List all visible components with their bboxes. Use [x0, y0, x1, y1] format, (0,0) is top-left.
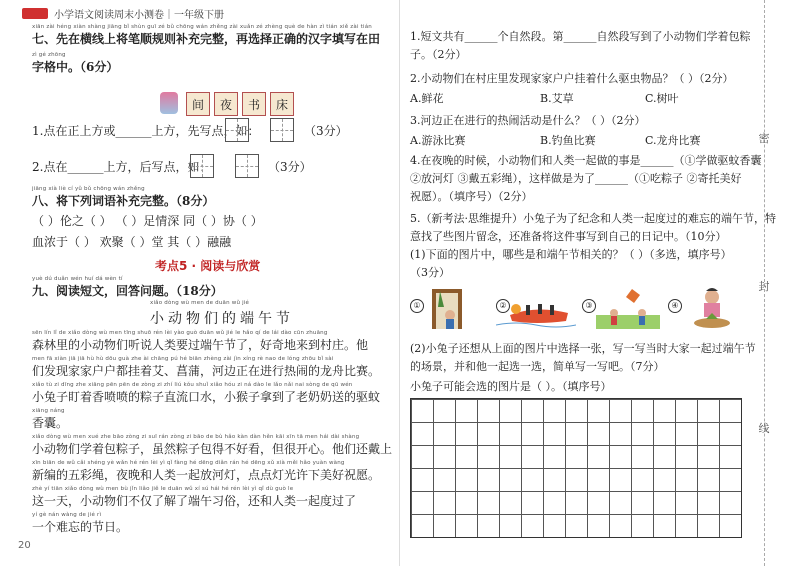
- tian-grid[interactable]: [235, 154, 259, 178]
- r-q5: 5.（新考法·思维提升）小兔子为了纪念和人类一起度过的难忘的端午节，特: [410, 212, 776, 225]
- para-pinyin: sēn lín lǐ de xiǎo dòng wù men tīng shuō rén lèi yào guò duān wǔ jié le hǎo qí de lái dào cūn zhuāng: [32, 330, 328, 336]
- q9-heading: 九、阅读短文，回答问题。（18分）: [32, 284, 223, 298]
- cartoon-figure-icon: [160, 92, 178, 114]
- para-pinyin: xīn biān de wǔ cǎi shéng yè wǎn hé rén lèi yì qǐ fàng hé dēng diǎn rán hé dēng xǔ xià měi hǎo yuàn wàng: [32, 460, 345, 466]
- picture-option[interactable]: [496, 285, 576, 331]
- binding-label: 封: [758, 280, 770, 293]
- r-q5-part1: (1)下面的图片中，哪些是和端午节相关的？（ ）（多选，填序号）: [410, 248, 732, 261]
- picture-label: ③: [582, 299, 596, 313]
- character-cards: [160, 92, 294, 116]
- story-title-pinyin: xiǎo dòng wù men de duān wǔ jié: [150, 300, 250, 306]
- r-q4-cont2: 祝愿）。（填序号）（2分）: [410, 190, 533, 203]
- binding-label: 线: [758, 422, 770, 435]
- picture-option[interactable]: [668, 285, 748, 331]
- q8-heading: 八、将下列词语补充完整。（8分）: [32, 194, 215, 208]
- page-number: 20: [18, 540, 31, 551]
- para-line: 小兔子盯着香喷喷的粽子直流口水，小猴子拿到了老奶奶送的驱蚊: [32, 390, 381, 404]
- writing-grid[interactable]: [410, 398, 742, 538]
- r-q1-cont: 子。（2分）: [410, 48, 467, 61]
- brand-logo: [22, 8, 48, 19]
- r-q5-part2-choose: 小兔子可能会选的图片是（ ）。（填序号）: [410, 380, 612, 393]
- story-title: 小动物们的端午节: [150, 311, 294, 327]
- r-q2-opt-a[interactable]: A.鲜花: [410, 92, 444, 105]
- para-pinyin: xiǎo dòng wù men xué zhe bāo zòng zi suī rán zòng zi bāo de bù hǎo kàn dàn hěn kāi xīn tā men hái dài shàng: [32, 434, 360, 440]
- r-q4: 4.在夜晚的时候，小动物们和人类一起做的事是______（①学做驱蚊香囊: [410, 154, 762, 167]
- header-title: 小学语文阅读周末小测卷｜一年级下册: [54, 10, 224, 21]
- q7-item1-score: （3分）: [304, 124, 348, 138]
- picture-option[interactable]: [410, 285, 490, 331]
- para-line: 小动物们学着包粽子，虽然粽子包得不好看，但很开心。他们还戴上: [32, 442, 393, 456]
- tian-grid[interactable]: [270, 118, 294, 142]
- para-pinyin: xiāng náng: [32, 408, 65, 414]
- r-q3-opt-a[interactable]: A.游泳比赛: [410, 134, 466, 147]
- q7-pinyin: xiān zài héng xiàn shàng jiāng bǐ shùn guī zé bǔ chōng wán zhěng zài xuǎn zé zhèng què de hàn zì tián xiě zài tián: [32, 24, 372, 30]
- q7-heading-cont: 字格中。（6分）: [32, 60, 119, 74]
- r-q2-opt-c[interactable]: C.树叶: [645, 92, 679, 105]
- r-q2: 2.小动物们在村庄里发现家家户户挂着什么驱虫物品？（ ）（2分）: [410, 72, 734, 85]
- section-heading: 考点5 · 阅读与欣赏: [155, 259, 261, 273]
- picture-label: ④: [668, 299, 682, 313]
- r-q5-part1-score: （3分）: [410, 266, 450, 279]
- r-q3-opt-c[interactable]: C.龙舟比赛: [645, 134, 701, 147]
- char-card: 床: [270, 92, 294, 116]
- para-line: 森林里的小动物们听说人类要过端午节了，好奇地来到村庄。他: [32, 338, 369, 352]
- q9-pinyin: yuè dú duǎn wén huí dá wèn tí: [32, 276, 123, 282]
- tian-grid[interactable]: [225, 118, 249, 142]
- para-pinyin: zhè yí tiān xiǎo dòng wù men bù jǐn liǎo jiě le duān wǔ xí sú hái hé rén lèi yì qǐ dù guò le: [32, 486, 294, 492]
- picture-label: ①: [410, 299, 424, 313]
- para-pinyin: xiǎo tù zi dīng zhe xiāng pēn pēn de zòng zi zhí liú kǒu shuǐ xiǎo hóu zi ná dào le lǎo nǎi nai sòng de qū wén: [32, 382, 353, 388]
- q8-row1: （ ）伦之（ ） （ ）足情深 同（ ）协（ ）: [32, 214, 263, 228]
- para-pinyin: yí gè nán wàng de jié rì: [32, 512, 102, 518]
- picture-label: ②: [496, 299, 510, 313]
- para-pinyin: men fā xiàn jiā jiā hù hù dōu guà zhe ài chāng pú hé biān zhèng zài jìn xíng rè nao de lóng zhōu bǐ sài: [32, 356, 334, 362]
- r-q5-cont: 意找了些图片留念，还准备将这件事写到自己的日记中。（10分）: [410, 230, 727, 243]
- r-q1: 1.短文共有______个自然段。第______自然段写到了小动物们学着包粽: [410, 30, 751, 43]
- char-card: 书: [242, 92, 266, 116]
- para-line: 新编的五彩绳，夜晚和人类一起放河灯，点点灯光许下美好祝愿。: [32, 468, 381, 482]
- para-line: 这一天，小动物们不仅了解了端午习俗，还和人类一起度过了: [32, 494, 357, 508]
- r-q2-opt-b[interactable]: B.艾草: [540, 92, 574, 105]
- q7-pinyin2: zì gé zhōng: [32, 52, 66, 58]
- right-page: [400, 0, 800, 566]
- q8-row2: 血浓于（ ） 欢聚（ ）堂 其（ ）融融: [32, 235, 232, 249]
- r-q5-part2-cont: 的场景，并和他一起选一选，简单写一写吧。（7分）: [410, 360, 665, 373]
- para-line: 香囊。: [32, 416, 69, 430]
- para-line: 一个难忘的节日。: [32, 520, 129, 534]
- r-q4-cont: ②放河灯 ③戴五彩绳），这样做是为了______（①吃粽子 ②寄托美好: [410, 172, 742, 185]
- q7-item1: 1.点在正上方或______上方，先写点，如：: [32, 124, 260, 138]
- r-q5-part2: (2)小兔子还想从上面的图片中选择一张，写一写当时大家一起过端午节: [410, 342, 756, 355]
- picture-options: [410, 285, 748, 331]
- q7-item2: 2.点在______上方，后写点，如：: [32, 160, 212, 174]
- binding-label: 密: [758, 132, 770, 145]
- char-card: 间: [186, 92, 210, 116]
- para-line: 们发现家家户户都挂着艾、菖蒲，河边正在进行热闹的龙舟比赛。: [32, 364, 381, 378]
- r-q3: 3.河边正在进行的热闹活动是什么？（ ）（2分）: [410, 114, 646, 127]
- char-card: 夜: [214, 92, 238, 116]
- q7-heading: 七、先在横线上将笔顺规则补充完整，再选择正确的汉字填写在田: [32, 32, 381, 46]
- tian-grid[interactable]: [190, 154, 214, 178]
- page-header: [22, 6, 224, 21]
- r-q3-opt-b[interactable]: B.钓鱼比赛: [540, 134, 596, 147]
- picture-option[interactable]: [582, 285, 662, 331]
- q7-item2-score: （3分）: [268, 160, 312, 174]
- q8-pinyin: jiāng xià liè cí yǔ bǔ chōng wán zhěng: [32, 186, 145, 192]
